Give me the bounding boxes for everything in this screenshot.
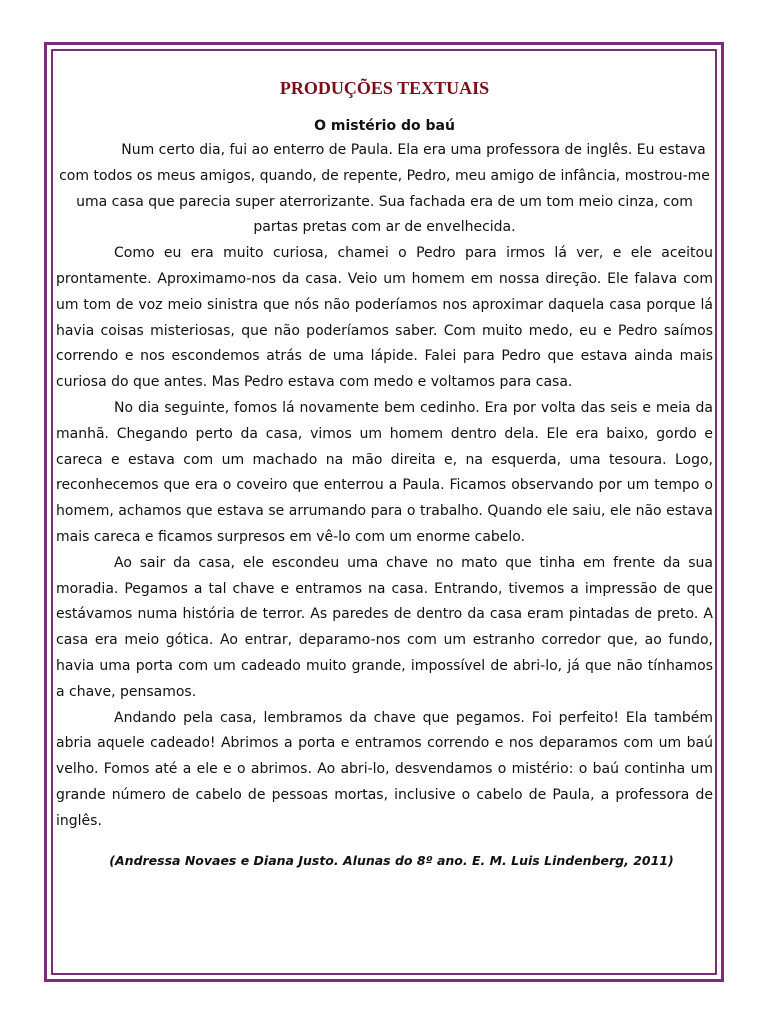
paragraph-1: Num certo dia, fui ao enterro de Paula. Ela era uma professora de inglês. Eu estava com todos os meus amigos, quando, de repente, Pedro, meu amigo de infância, mostrou-me uma casa que parecia super aterrorizante. Sua fachada era de um tom meio cinza, com partas pretas com ar de envelhecida.: [59, 142, 710, 236]
paragraph-5: Andando pela casa, lembramos da chave que pegamos. Foi perfeito! Ela também abria aquele cadeado! Abrimos a porta e entramos correndo e nos deparamos com um baú velho. Fomos até a ele e o abrimos. Ao abri-lo, desvendamos o mistério: o baú continha um grande número de cabelo de pessoas mortas, inclusive o cabelo de Paula, a professora de inglês.: [56, 709, 713, 829]
paragraph-2: Como eu era muito curiosa, chamei o Pedro para irmos lá ver, e ele aceitou prontamente. Aproximamo-nos da casa. Veio um homem em nossa direção. Ele falava com um tom de voz meio sinistra que nós não poderíamos nos aproximar daquela casa porque lá havia coisas misteriosas, que não poderíamos saber. Com muito medo, eu e Pedro saímos correndo e nos escondemos atrás de uma lápide. Falei para Pedro que estava ainda mais curiosa do que antes. Mas Pedro estava com medo e voltamos para casa.: [56, 245, 713, 391]
section-title: PRODUÇÕES TEXTUAIS: [279, 78, 490, 98]
author-credit: (Andressa Novaes e Diana Justo. Alunas do 8º ano. E. M. Luis Lindenberg, 2011): [109, 852, 674, 868]
story-title: O mistério do baú: [314, 118, 455, 134]
document-body: [56, 74, 713, 868]
paragraph-3: No dia seguinte, fomos lá novamente bem cedinho. Era por volta das seis e meia da manhã. Chegando perto da casa, vimos um homem dentro dela. Ele era baixo, gordo e careca e estava com um machado na mão direita e, na esquerda, uma tesoura. Logo, reconhecemos que era o coveiro que enterrou a Paula. Ficamos observando por um tempo o homem, achamos que estava se arrumando para o trabalho. Quando ele saiu, ele não estava mais careca e ficamos surpresos em vê-lo com um enorme cabelo.: [56, 399, 713, 545]
paragraph-4: Ao sair da casa, ele escondeu uma chave no mato que tinha em frente da sua moradia. Pegamos a tal chave e entramos na casa. Entrando, tivemos a impressão de que estávamos numa história de terror. As paredes de dentro da casa eram pintadas de preto. A casa era meio gótica. Ao entrar, deparamo-nos com um estranho corredor que, ao fundo, havia uma porta com um cadeado muito grande, impossível de abri-lo, já que não tínhamos a chave, pensamos.: [56, 554, 713, 700]
